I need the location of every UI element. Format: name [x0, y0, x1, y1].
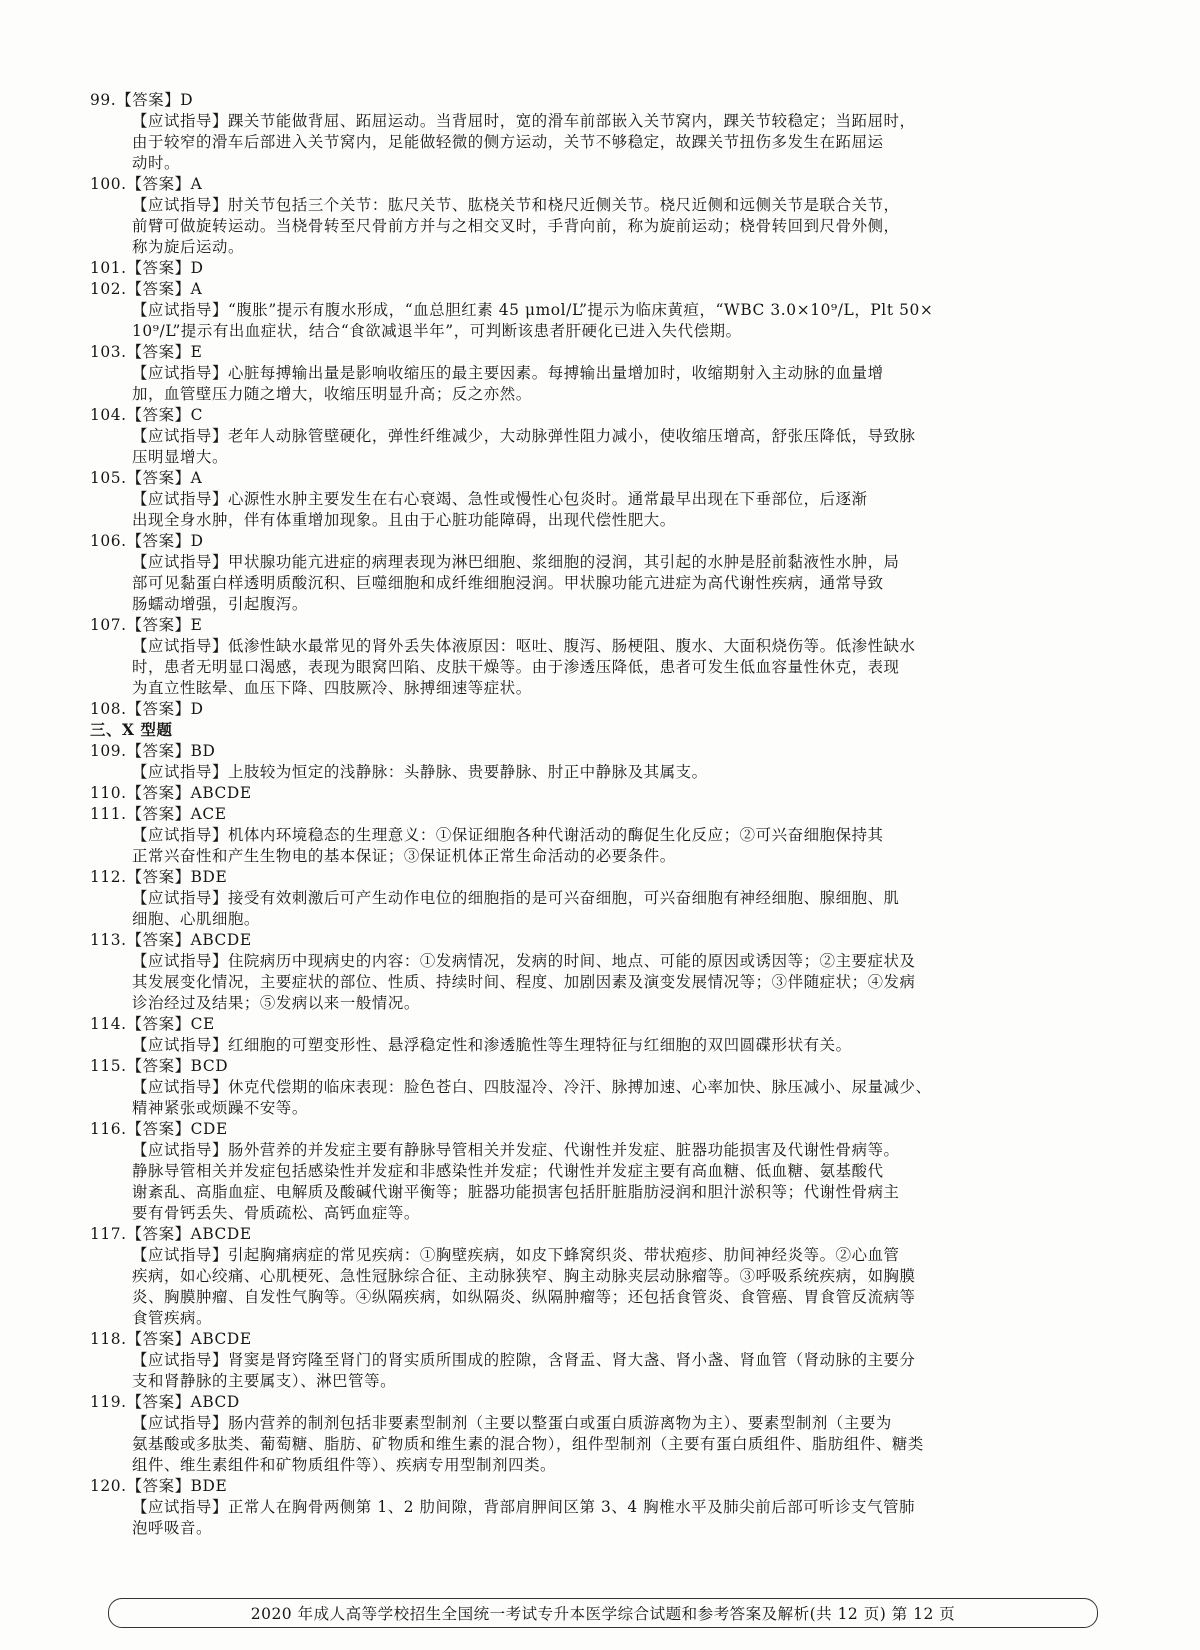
- answer-line: 109.【答案】BD: [90, 742, 216, 760]
- explanation-line: 为直立性眩晕、血压下降、四肢厥冷、脉搏细速等症状。: [132, 679, 532, 697]
- explanation-line: 【应试指导】心脏每搏输出量是影响收缩压的最主要因素。每搏输出量增加时，收缩期射入主动脉的血量增: [132, 364, 884, 382]
- explanation-line: 部可见黏蛋白样透明质酸沉积、巨噬细胞和成纤维细胞浸润。甲状腺功能亢进症为高代谢性疾病，通常导致: [132, 574, 884, 592]
- explanation-line: 【应试指导】心源性水肿主要发生在右心衰竭、急性或慢性心包炎时。通常最早出现在下垂部位，后逐渐: [132, 490, 868, 508]
- answer-line: 102.【答案】A: [90, 280, 203, 298]
- explanation-line: 泡呼吸音。: [132, 1519, 212, 1537]
- explanation-line: 【应试指导】正常人在胸骨两侧第 1、2 肋间隙，背部肩胛间区第 3、4 胸椎水平及肺尖前后部可听诊支气管肺: [132, 1498, 916, 1516]
- explanation-line: 细胞、心肌细胞。: [132, 910, 260, 928]
- explanation-line: 前臂可做旋转运动。当桡骨转至尺骨前方并与之相交叉时，手背向前，称为旋前运动；桡骨转回到尺骨外侧，: [132, 217, 900, 235]
- answer-line: 106.【答案】D: [90, 532, 204, 550]
- answer-line: 120.【答案】BDE: [90, 1477, 228, 1495]
- explanation-line: 【应试指导】低渗性缺水最常见的肾外丢失体液原因：呕吐、腹泻、肠梗阻、腹水、大面积烧伤等。低渗性缺水: [132, 637, 916, 655]
- answer-line: 112.【答案】BDE: [90, 868, 228, 886]
- answer-line: 105.【答案】A: [90, 469, 203, 487]
- explanation-line: 称为旋后运动。: [132, 238, 244, 256]
- answer-line: 103.【答案】E: [90, 343, 203, 361]
- explanation-line: 【应试指导】引起胸痛病症的常见疾病：①胸壁疾病，如皮下蜂窝织炎、带状疱疹、肋间神经炎等。②心血管: [132, 1246, 900, 1264]
- answer-line: 99.【答案】D: [90, 91, 194, 109]
- explanation-line: 【应试指导】肘关节包括三个关节：肱尺关节、肱桡关节和桡尺近侧关节。桡尺近侧和远侧关节是联合关节，: [132, 196, 900, 214]
- explanation-line: 【应试指导】甲状腺功能亢进症的病理表现为淋巴细胞、浆细胞的浸润，其引起的水肿是胫前黏液性水肿，局: [132, 553, 900, 571]
- explanation-line: 精神紧张或烦躁不安等。: [132, 1099, 308, 1117]
- explanation-line: 【应试指导】红细胞的可塑变形性、悬浮稳定性和渗透脆性等生理特征与红细胞的双凹圆碟形状有关。: [132, 1036, 852, 1054]
- explanation-line: 【应试指导】肠外营养的并发症主要有静脉导管相关并发症、代谢性并发症、脏器功能损害及代谢性骨病等。: [132, 1141, 900, 1159]
- answer-line: 115.【答案】BCD: [90, 1057, 229, 1075]
- explanation-line: 肠蠕动增强，引起腹泻。: [132, 595, 308, 613]
- answer-line: 107.【答案】E: [90, 616, 203, 634]
- explanation-line: 谢紊乱、高脂血症、电解质及酸碱代谢平衡等；脏器功能损害包括肝脏脂肪浸润和胆汁淤积等；代谢性骨病主: [132, 1183, 900, 1201]
- explanation-line: 食管疾病。: [132, 1309, 212, 1327]
- answer-line: 100.【答案】A: [90, 175, 203, 193]
- explanation-line: 【应试指导】踝关节能做背屈、跖屈运动。当背屈时，宽的滑车前部嵌入关节窝内，踝关节较稳定；当跖屈时，: [132, 112, 916, 130]
- explanation-line: 【应试指导】机体内环境稳态的生理意义：①保证细胞各种代谢活动的酶促生化反应；②可兴奋细胞保持其: [132, 826, 884, 844]
- answer-key-content: [90, 90, 1126, 1539]
- answer-line: 114.【答案】CE: [90, 1015, 215, 1033]
- explanation-line: 【应试指导】接受有效刺激后可产生动作电位的细胞指的是可兴奋细胞，可兴奋细胞有神经细胞、腺细胞、肌: [132, 889, 900, 907]
- answer-line: 108.【答案】D: [90, 700, 204, 718]
- answer-line: 104.【答案】C: [90, 406, 204, 424]
- answer-line: 116.【答案】CDE: [90, 1120, 228, 1138]
- explanation-line: 【应试指导】住院病历中现病史的内容：①发病情况，发病的时间、地点、可能的原因或诱因等；②主要症状及: [132, 952, 916, 970]
- explanation-line: 【应试指导】“腹胀”提示有腹水形成，“血总胆红素 45 μmol/L”提示为临床黄疸，“WBC 3.0×10⁹/L，Plt 50×: [132, 301, 934, 319]
- explanation-line: 静脉导管相关并发症包括感染性并发症和非感染性并发症；代谢性并发症主要有高血糖、低血糖、氨基酸代: [132, 1162, 884, 1180]
- section-heading: 三、X 型题: [90, 721, 173, 739]
- explanation-line: 疾病，如心绞痛、心肌梗死、急性冠脉综合征、主动脉狭窄、胸主动脉夹层动脉瘤等。③呼吸系统疾病，如胸膜: [132, 1267, 916, 1285]
- explanation-line: 【应试指导】肠内营养的制剂包括非要素型制剂（主要以整蛋白或蛋白质游离物为主）、要素型制剂（主要为: [132, 1414, 892, 1432]
- explanation-line: 其发展变化情况，主要症状的部位、性质、持续时间、程度、加剧因素及演变发展情况等；③伴随症状；④发病: [132, 973, 916, 991]
- answer-line: 118.【答案】ABCDE: [90, 1330, 252, 1348]
- answer-line: 117.【答案】ABCDE: [90, 1225, 252, 1243]
- explanation-line: 出现全身水肿，伴有体重增加现象。且由于心脏功能障碍，出现代偿性肥大。: [132, 511, 676, 529]
- explanation-line: 正常兴奋性和产生生物电的基本保证；③保证机体正常生命活动的必要条件。: [132, 847, 676, 865]
- explanation-line: 10⁹/L”提示有出血症状，结合“食欲减退半年”，可判断该患者肝硬化已进入失代偿期。: [132, 322, 742, 340]
- answer-line: 111.【答案】ACE: [90, 805, 227, 823]
- explanation-line: 时，患者无明显口渴感，表现为眼窝凹陷、皮肤干燥等。由于渗透压降低，患者可发生低血容量性休克，表现: [132, 658, 900, 676]
- page-footer: [108, 1598, 1098, 1628]
- explanation-line: 【应试指导】休克代偿期的临床表现：脸色苍白、四肢湿冷、冷汗、脉搏加速、心率加快、脉压减小、尿量减少、: [132, 1078, 932, 1096]
- explanation-line: 加，血管壁压力随之增大，收缩压明显升高；反之亦然。: [132, 385, 532, 403]
- explanation-line: 压明显增大。: [132, 448, 228, 466]
- explanation-line: 【应试指导】肾窦是肾窍隆至肾门的肾实质所围成的腔隙，含肾盂、肾大盏、肾小盏、肾血管（肾动脉的主要分: [132, 1351, 916, 1369]
- explanation-line: 要有骨钙丢失、骨质疏松、高钙血症等。: [132, 1204, 420, 1222]
- explanation-line: 【应试指导】老年人动脉管壁硬化，弹性纤维减少，大动脉弹性阻力减小，使收缩压增高，舒张压降低，导致脉: [132, 427, 916, 445]
- answer-line: 113.【答案】ABCDE: [90, 931, 252, 949]
- explanation-line: 组件、维生素组件和矿物质组件等）、疾病专用型制剂四类。: [132, 1456, 557, 1474]
- answer-line: 119.【答案】ABCD: [90, 1393, 240, 1411]
- explanation-line: 支和肾静脉的主要属支）、淋巴管等。: [132, 1372, 397, 1390]
- explanation-line: 炎、胸膜肿瘤、自发性气胸等。④纵隔疾病，如纵隔炎、纵隔肿瘤等；还包括食管炎、食管癌、胃食管反流病等: [132, 1288, 916, 1306]
- explanation-line: 【应试指导】上肢较为恒定的浅静脉：头静脉、贵要静脉、肘正中静脉及其属支。: [132, 763, 708, 781]
- explanation-line: 由于较窄的滑车后部进入关节窝内，足能做轻微的侧方运动，关节不够稳定，故踝关节扭伤多发生在跖屈运: [132, 133, 884, 151]
- explanation-line: 氨基酸或多肽类、葡萄糖、脂肪、矿物质和维生素的混合物），组件型制剂（主要有蛋白质组件、脂肪组件、糖类: [132, 1435, 924, 1453]
- answer-line: 101.【答案】D: [90, 259, 204, 277]
- explanation-line: 动时。: [132, 154, 180, 172]
- explanation-line: 诊治经过及结果；⑤发病以来一般情况。: [132, 994, 420, 1012]
- answer-line: 110.【答案】ABCDE: [90, 784, 252, 802]
- footer-text: 2020 年成人高等学校招生全国统一考试专升本医学综合试题和参考答案及解析(共 12 页) 第 12 页: [250, 1605, 956, 1623]
